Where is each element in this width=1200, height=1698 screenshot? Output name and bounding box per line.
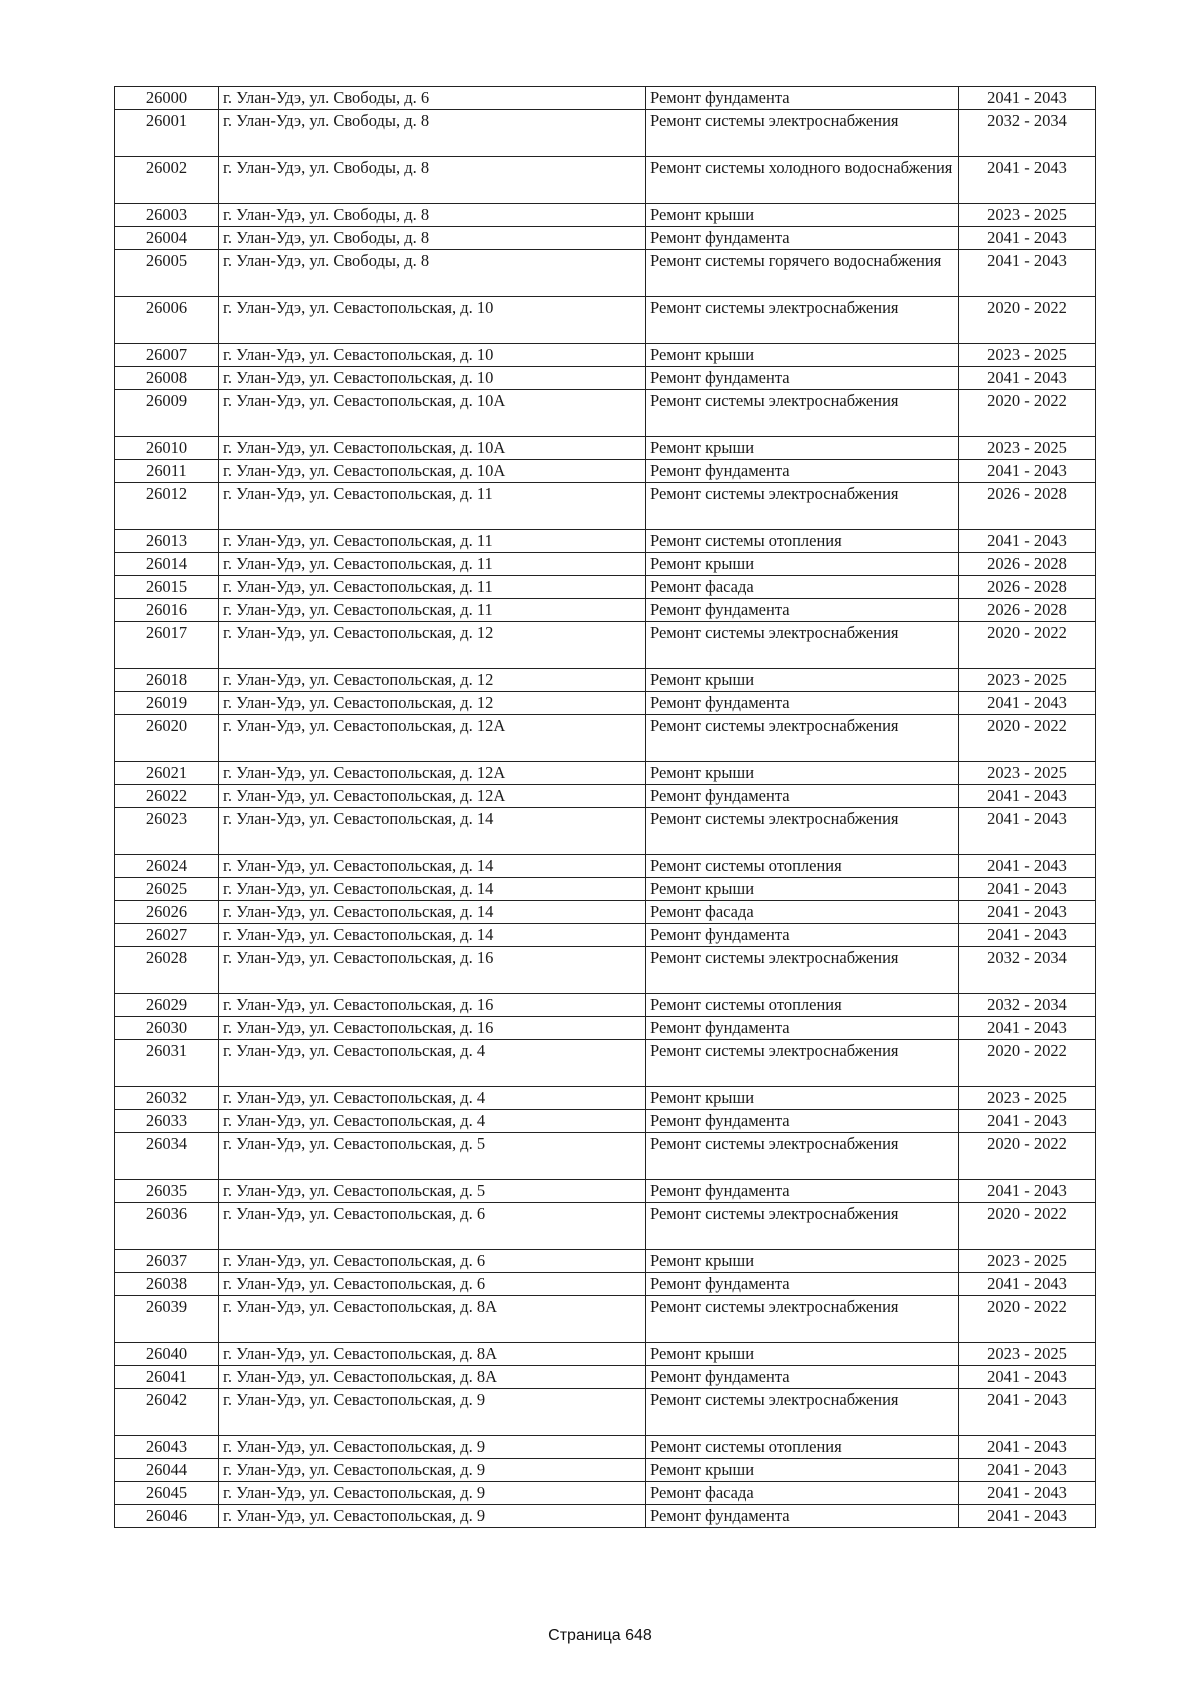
work-type-cell: Ремонт крыши [646, 204, 959, 227]
address-cell: г. Улан-Удэ, ул. Севастопольская, д. 14 [219, 808, 646, 855]
address-cell: г. Улан-Удэ, ул. Севастопольская, д. 12А [219, 715, 646, 762]
table-row [115, 157, 1096, 204]
table-row [115, 1133, 1096, 1180]
address-cell: г. Улан-Удэ, ул. Севастопольская, д. 8А [219, 1296, 646, 1343]
row-id-cell: 26046 [115, 1505, 219, 1528]
row-id-cell: 26041 [115, 1366, 219, 1389]
period-cell: 2020 - 2022 [959, 297, 1096, 344]
row-id-cell: 26002 [115, 157, 219, 204]
table-row [115, 878, 1096, 901]
address-cell: г. Улан-Удэ, ул. Севастопольская, д. 14 [219, 924, 646, 947]
row-id-cell: 26023 [115, 808, 219, 855]
row-id-cell: 26033 [115, 1110, 219, 1133]
row-id-cell: 26019 [115, 692, 219, 715]
work-type-cell: Ремонт системы отопления [646, 530, 959, 553]
address-cell: г. Улан-Удэ, ул. Севастопольская, д. 12А [219, 785, 646, 808]
table-row [115, 110, 1096, 157]
work-type-cell: Ремонт крыши [646, 878, 959, 901]
work-type-cell: Ремонт фасада [646, 576, 959, 599]
row-id-cell: 26007 [115, 344, 219, 367]
table-row [115, 250, 1096, 297]
address-cell: г. Улан-Удэ, ул. Свободы, д. 8 [219, 227, 646, 250]
period-cell: 2041 - 2043 [959, 1180, 1096, 1203]
work-type-cell: Ремонт системы электроснабжения [646, 1133, 959, 1180]
address-cell: г. Улан-Удэ, ул. Севастопольская, д. 10А [219, 437, 646, 460]
period-cell: 2020 - 2022 [959, 1040, 1096, 1087]
work-type-cell: Ремонт системы электроснабжения [646, 947, 959, 994]
row-id-cell: 26029 [115, 994, 219, 1017]
period-cell: 2026 - 2028 [959, 576, 1096, 599]
work-type-cell: Ремонт системы электроснабжения [646, 808, 959, 855]
work-type-cell: Ремонт крыши [646, 1459, 959, 1482]
row-id-cell: 26011 [115, 460, 219, 483]
period-cell: 2041 - 2043 [959, 808, 1096, 855]
address-cell: г. Улан-Удэ, ул. Севастопольская, д. 5 [219, 1180, 646, 1203]
work-type-cell: Ремонт фундамента [646, 367, 959, 390]
address-cell: г. Улан-Удэ, ул. Севастопольская, д. 12А [219, 762, 646, 785]
table-row [115, 692, 1096, 715]
row-id-cell: 26013 [115, 530, 219, 553]
table-row [115, 204, 1096, 227]
row-id-cell: 26022 [115, 785, 219, 808]
period-cell: 2041 - 2043 [959, 157, 1096, 204]
table-row [115, 437, 1096, 460]
row-id-cell: 26020 [115, 715, 219, 762]
work-type-cell: Ремонт системы отопления [646, 855, 959, 878]
row-id-cell: 26024 [115, 855, 219, 878]
row-id-cell: 26008 [115, 367, 219, 390]
row-id-cell: 26009 [115, 390, 219, 437]
address-cell: г. Улан-Удэ, ул. Севастопольская, д. 11 [219, 599, 646, 622]
row-id-cell: 26005 [115, 250, 219, 297]
row-id-cell: 26043 [115, 1436, 219, 1459]
address-cell: г. Улан-Удэ, ул. Севастопольская, д. 11 [219, 576, 646, 599]
row-id-cell: 26045 [115, 1482, 219, 1505]
period-cell: 2020 - 2022 [959, 715, 1096, 762]
address-cell: г. Улан-Удэ, ул. Свободы, д. 6 [219, 87, 646, 110]
table-row [115, 785, 1096, 808]
repair-schedule-table [114, 86, 1096, 1528]
period-cell: 2041 - 2043 [959, 901, 1096, 924]
address-cell: г. Улан-Удэ, ул. Севастопольская, д. 6 [219, 1273, 646, 1296]
period-cell: 2026 - 2028 [959, 553, 1096, 576]
period-cell: 2041 - 2043 [959, 87, 1096, 110]
period-cell: 2023 - 2025 [959, 344, 1096, 367]
work-type-cell: Ремонт системы отопления [646, 994, 959, 1017]
address-cell: г. Улан-Удэ, ул. Севастопольская, д. 16 [219, 947, 646, 994]
address-cell: г. Улан-Удэ, ул. Севастопольская, д. 4 [219, 1110, 646, 1133]
row-id-cell: 26044 [115, 1459, 219, 1482]
address-cell: г. Улан-Удэ, ул. Севастопольская, д. 11 [219, 530, 646, 553]
address-cell: г. Улан-Удэ, ул. Севастопольская, д. 14 [219, 878, 646, 901]
address-cell: г. Улан-Удэ, ул. Севастопольская, д. 5 [219, 1133, 646, 1180]
table-row [115, 87, 1096, 110]
work-type-cell: Ремонт системы электроснабжения [646, 110, 959, 157]
table-row [115, 1296, 1096, 1343]
table-row [115, 622, 1096, 669]
work-type-cell: Ремонт фасада [646, 901, 959, 924]
address-cell: г. Улан-Удэ, ул. Севастопольская, д. 9 [219, 1436, 646, 1459]
period-cell: 2020 - 2022 [959, 1296, 1096, 1343]
table-row [115, 947, 1096, 994]
table-row [115, 1017, 1096, 1040]
address-cell: г. Улан-Удэ, ул. Севастопольская, д. 6 [219, 1250, 646, 1273]
work-type-cell: Ремонт фундамента [646, 785, 959, 808]
period-cell: 2041 - 2043 [959, 1459, 1096, 1482]
row-id-cell: 26032 [115, 1087, 219, 1110]
work-type-cell: Ремонт системы холодного водоснабжения [646, 157, 959, 204]
address-cell: г. Улан-Удэ, ул. Севастопольская, д. 9 [219, 1389, 646, 1436]
row-id-cell: 26034 [115, 1133, 219, 1180]
work-type-cell: Ремонт фундамента [646, 87, 959, 110]
row-id-cell: 26042 [115, 1389, 219, 1436]
work-type-cell: Ремонт системы отопления [646, 1436, 959, 1459]
period-cell: 2020 - 2022 [959, 622, 1096, 669]
address-cell: г. Улан-Удэ, ул. Севастопольская, д. 10А [219, 390, 646, 437]
row-id-cell: 26001 [115, 110, 219, 157]
period-cell: 2041 - 2043 [959, 1273, 1096, 1296]
period-cell: 2041 - 2043 [959, 1110, 1096, 1133]
work-type-cell: Ремонт фундамента [646, 1273, 959, 1296]
period-cell: 2041 - 2043 [959, 855, 1096, 878]
work-type-cell: Ремонт фундамента [646, 924, 959, 947]
row-id-cell: 26006 [115, 297, 219, 344]
work-type-cell: Ремонт крыши [646, 437, 959, 460]
row-id-cell: 26036 [115, 1203, 219, 1250]
work-type-cell: Ремонт системы электроснабжения [646, 1296, 959, 1343]
work-type-cell: Ремонт фундамента [646, 692, 959, 715]
work-type-cell: Ремонт фундамента [646, 1110, 959, 1133]
work-type-cell: Ремонт фундамента [646, 460, 959, 483]
table-row [115, 460, 1096, 483]
work-type-cell: Ремонт системы электроснабжения [646, 390, 959, 437]
row-id-cell: 26035 [115, 1180, 219, 1203]
address-cell: г. Улан-Удэ, ул. Свободы, д. 8 [219, 110, 646, 157]
work-type-cell: Ремонт крыши [646, 553, 959, 576]
work-type-cell: Ремонт крыши [646, 762, 959, 785]
work-type-cell: Ремонт крыши [646, 344, 959, 367]
period-cell: 2041 - 2043 [959, 785, 1096, 808]
row-id-cell: 26037 [115, 1250, 219, 1273]
table-row [115, 901, 1096, 924]
period-cell: 2023 - 2025 [959, 669, 1096, 692]
address-cell: г. Улан-Удэ, ул. Севастопольская, д. 9 [219, 1482, 646, 1505]
work-type-cell: Ремонт системы электроснабжения [646, 1203, 959, 1250]
table-row [115, 855, 1096, 878]
address-cell: г. Улан-Удэ, ул. Севастопольская, д. 16 [219, 1017, 646, 1040]
work-type-cell: Ремонт системы электроснабжения [646, 715, 959, 762]
work-type-cell: Ремонт фундамента [646, 227, 959, 250]
address-cell: г. Улан-Удэ, ул. Севастопольская, д. 8А [219, 1366, 646, 1389]
table-row [115, 1110, 1096, 1133]
table-row [115, 390, 1096, 437]
address-cell: г. Улан-Удэ, ул. Севастопольская, д. 9 [219, 1505, 646, 1528]
period-cell: 2041 - 2043 [959, 367, 1096, 390]
period-cell: 2023 - 2025 [959, 437, 1096, 460]
work-type-cell: Ремонт системы электроснабжения [646, 1040, 959, 1087]
row-id-cell: 26012 [115, 483, 219, 530]
row-id-cell: 26018 [115, 669, 219, 692]
address-cell: г. Улан-Удэ, ул. Севастопольская, д. 8А [219, 1343, 646, 1366]
period-cell: 2041 - 2043 [959, 1366, 1096, 1389]
table-row [115, 227, 1096, 250]
row-id-cell: 26031 [115, 1040, 219, 1087]
table-row [115, 1180, 1096, 1203]
table-row [115, 762, 1096, 785]
address-cell: г. Улан-Удэ, ул. Севастопольская, д. 16 [219, 994, 646, 1017]
work-type-cell: Ремонт фасада [646, 1482, 959, 1505]
period-cell: 2032 - 2034 [959, 994, 1096, 1017]
address-cell: г. Улан-Удэ, ул. Севастопольская, д. 10 [219, 297, 646, 344]
work-type-cell: Ремонт системы электроснабжения [646, 483, 959, 530]
address-cell: г. Улан-Удэ, ул. Севастопольская, д. 12 [219, 692, 646, 715]
period-cell: 2041 - 2043 [959, 1436, 1096, 1459]
address-cell: г. Улан-Удэ, ул. Севастопольская, д. 4 [219, 1040, 646, 1087]
table-row [115, 553, 1096, 576]
row-id-cell: 26010 [115, 437, 219, 460]
work-type-cell: Ремонт фундамента [646, 1505, 959, 1528]
table-row [115, 576, 1096, 599]
address-cell: г. Улан-Удэ, ул. Севастопольская, д. 10А [219, 460, 646, 483]
address-cell: г. Улан-Удэ, ул. Севастопольская, д. 12 [219, 622, 646, 669]
table-row [115, 1482, 1096, 1505]
row-id-cell: 26039 [115, 1296, 219, 1343]
period-cell: 2023 - 2025 [959, 204, 1096, 227]
period-cell: 2041 - 2043 [959, 1482, 1096, 1505]
table-row [115, 1505, 1096, 1528]
work-type-cell: Ремонт крыши [646, 1250, 959, 1273]
work-type-cell: Ремонт фундамента [646, 1017, 959, 1040]
table-row [115, 924, 1096, 947]
period-cell: 2020 - 2022 [959, 1203, 1096, 1250]
address-cell: г. Улан-Удэ, ул. Севастопольская, д. 14 [219, 901, 646, 924]
period-cell: 2032 - 2034 [959, 947, 1096, 994]
row-id-cell: 26021 [115, 762, 219, 785]
table-row [115, 1040, 1096, 1087]
table-row [115, 530, 1096, 553]
work-type-cell: Ремонт фундамента [646, 599, 959, 622]
period-cell: 2032 - 2034 [959, 110, 1096, 157]
address-cell: г. Улан-Удэ, ул. Свободы, д. 8 [219, 157, 646, 204]
row-id-cell: 26000 [115, 87, 219, 110]
row-id-cell: 26026 [115, 901, 219, 924]
row-id-cell: 26015 [115, 576, 219, 599]
table-row [115, 1273, 1096, 1296]
table-row [115, 994, 1096, 1017]
address-cell: г. Улан-Удэ, ул. Севастопольская, д. 10 [219, 344, 646, 367]
period-cell: 2041 - 2043 [959, 1505, 1096, 1528]
table-body [115, 87, 1096, 1528]
table-row [115, 808, 1096, 855]
table-row [115, 1459, 1096, 1482]
table-row [115, 1250, 1096, 1273]
table-row [115, 1389, 1096, 1436]
table-row [115, 483, 1096, 530]
period-cell: 2041 - 2043 [959, 250, 1096, 297]
row-id-cell: 26028 [115, 947, 219, 994]
period-cell: 2041 - 2043 [959, 924, 1096, 947]
address-cell: г. Улан-Удэ, ул. Севастопольская, д. 12 [219, 669, 646, 692]
row-id-cell: 26027 [115, 924, 219, 947]
work-type-cell: Ремонт крыши [646, 669, 959, 692]
address-cell: г. Улан-Удэ, ул. Свободы, д. 8 [219, 204, 646, 227]
table-row [115, 1366, 1096, 1389]
row-id-cell: 26025 [115, 878, 219, 901]
address-cell: г. Улан-Удэ, ул. Севастопольская, д. 11 [219, 483, 646, 530]
period-cell: 2020 - 2022 [959, 1133, 1096, 1180]
address-cell: г. Улан-Удэ, ул. Севастопольская, д. 14 [219, 855, 646, 878]
period-cell: 2041 - 2043 [959, 227, 1096, 250]
row-id-cell: 26030 [115, 1017, 219, 1040]
work-type-cell: Ремонт системы электроснабжения [646, 297, 959, 344]
address-cell: г. Улан-Удэ, ул. Севастопольская, д. 6 [219, 1203, 646, 1250]
period-cell: 2041 - 2043 [959, 460, 1096, 483]
period-cell: 2026 - 2028 [959, 483, 1096, 530]
period-cell: 2023 - 2025 [959, 762, 1096, 785]
table-row [115, 1436, 1096, 1459]
period-cell: 2041 - 2043 [959, 1389, 1096, 1436]
address-cell: г. Улан-Удэ, ул. Севастопольская, д. 10 [219, 367, 646, 390]
period-cell: 2023 - 2025 [959, 1087, 1096, 1110]
work-type-cell: Ремонт системы электроснабжения [646, 1389, 959, 1436]
period-cell: 2023 - 2025 [959, 1250, 1096, 1273]
address-cell: г. Улан-Удэ, ул. Севастопольская, д. 4 [219, 1087, 646, 1110]
table-row [115, 1343, 1096, 1366]
table-row [115, 715, 1096, 762]
table-row [115, 669, 1096, 692]
table-row [115, 1203, 1096, 1250]
work-type-cell: Ремонт системы электроснабжения [646, 622, 959, 669]
period-cell: 2041 - 2043 [959, 1017, 1096, 1040]
table-row [115, 367, 1096, 390]
work-type-cell: Ремонт системы горячего водоснабжения [646, 250, 959, 297]
period-cell: 2041 - 2043 [959, 530, 1096, 553]
row-id-cell: 26040 [115, 1343, 219, 1366]
row-id-cell: 26017 [115, 622, 219, 669]
table-row [115, 1087, 1096, 1110]
row-id-cell: 26004 [115, 227, 219, 250]
work-type-cell: Ремонт крыши [646, 1343, 959, 1366]
period-cell: 2041 - 2043 [959, 692, 1096, 715]
row-id-cell: 26038 [115, 1273, 219, 1296]
table-row [115, 599, 1096, 622]
address-cell: г. Улан-Удэ, ул. Севастопольская, д. 11 [219, 553, 646, 576]
row-id-cell: 26014 [115, 553, 219, 576]
work-type-cell: Ремонт фундамента [646, 1366, 959, 1389]
period-cell: 2041 - 2043 [959, 878, 1096, 901]
table-row [115, 297, 1096, 344]
table-row [115, 344, 1096, 367]
work-type-cell: Ремонт фундамента [646, 1180, 959, 1203]
row-id-cell: 26016 [115, 599, 219, 622]
address-cell: г. Улан-Удэ, ул. Свободы, д. 8 [219, 250, 646, 297]
period-cell: 2020 - 2022 [959, 390, 1096, 437]
period-cell: 2023 - 2025 [959, 1343, 1096, 1366]
page-number: Страница 648 [548, 1627, 652, 1644]
work-type-cell: Ремонт крыши [646, 1087, 959, 1110]
row-id-cell: 26003 [115, 204, 219, 227]
address-cell: г. Улан-Удэ, ул. Севастопольская, д. 9 [219, 1459, 646, 1482]
period-cell: 2026 - 2028 [959, 599, 1096, 622]
